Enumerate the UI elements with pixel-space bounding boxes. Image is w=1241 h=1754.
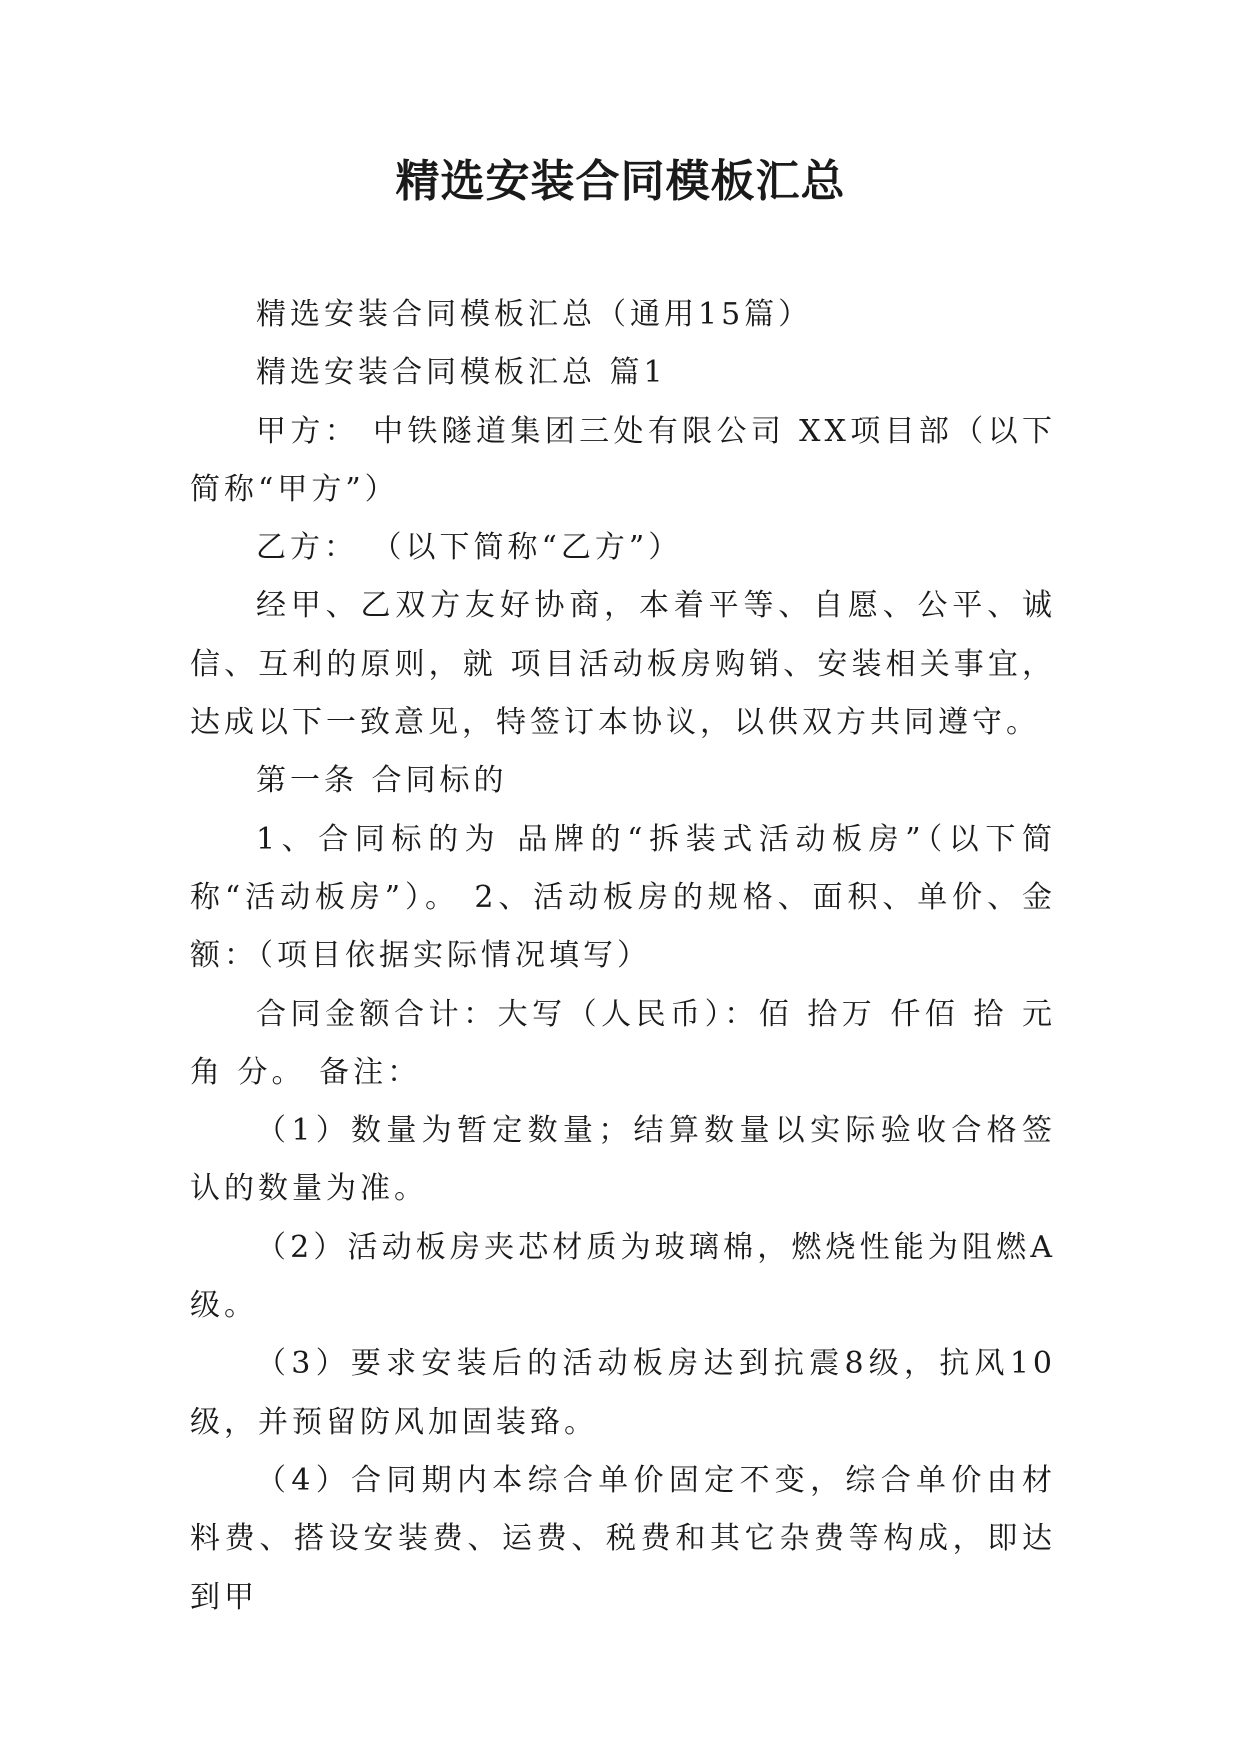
preamble-paragraph: 经甲、乙双方友好协商，本着平等、自愿、公平、诚信、互利的原则，就 项目活动板房购销、安装相关事宜，达成以下一致意见，特签订本协议，以供双方共同遵守。: [190, 588, 1056, 741]
subtitle-paragraph: 精选安装合同模板汇总（通用15篇）: [256, 297, 813, 332]
note-3-paragraph: （3）要求安装后的活动板房达到抗震8级，抗风10级，并预留防风加固装臵。: [190, 1346, 1056, 1440]
article-one-heading: 第一条 合同标的: [256, 763, 508, 799]
party-b-paragraph: 乙方： （以下简称“乙方”）: [256, 530, 683, 566]
section-heading: 精选安装合同模板汇总 篇1: [256, 355, 667, 391]
contract-amount-paragraph: 合同金额合计：大写（人民币）：佰 拾万 仟佰 拾 元 角 分。 备注：: [190, 996, 1056, 1090]
note-1-paragraph: （1）数量为暂定数量；结算数量以实际验收合格签认的数量为准。: [190, 1113, 1056, 1207]
contract-subject-paragraph: 1、合同标的为 品牌的“拆装式活动板房”（以下简称“活动板房”）。 2、活动板房的规格、面积、单价、金额：（项目依据实际情况填写）: [190, 821, 1056, 974]
note-2-paragraph: （2）活动板房夹芯材质为玻璃棉，燃烧性能为阻燃A级。: [190, 1229, 1056, 1324]
document-title: 精选安装合同模板汇总: [395, 156, 846, 207]
document-body: [190, 286, 1056, 1627]
note-4-paragraph: （4）合同期内本综合单价固定不变，综合单价由材料费、搭设安装费、运费、税费和其它杂费等构成，即达到甲: [190, 1462, 1056, 1615]
party-a-paragraph: 甲方： 中铁隧道集团三处有限公司 XX项目部（以下简称“甲方”）: [190, 413, 1056, 507]
